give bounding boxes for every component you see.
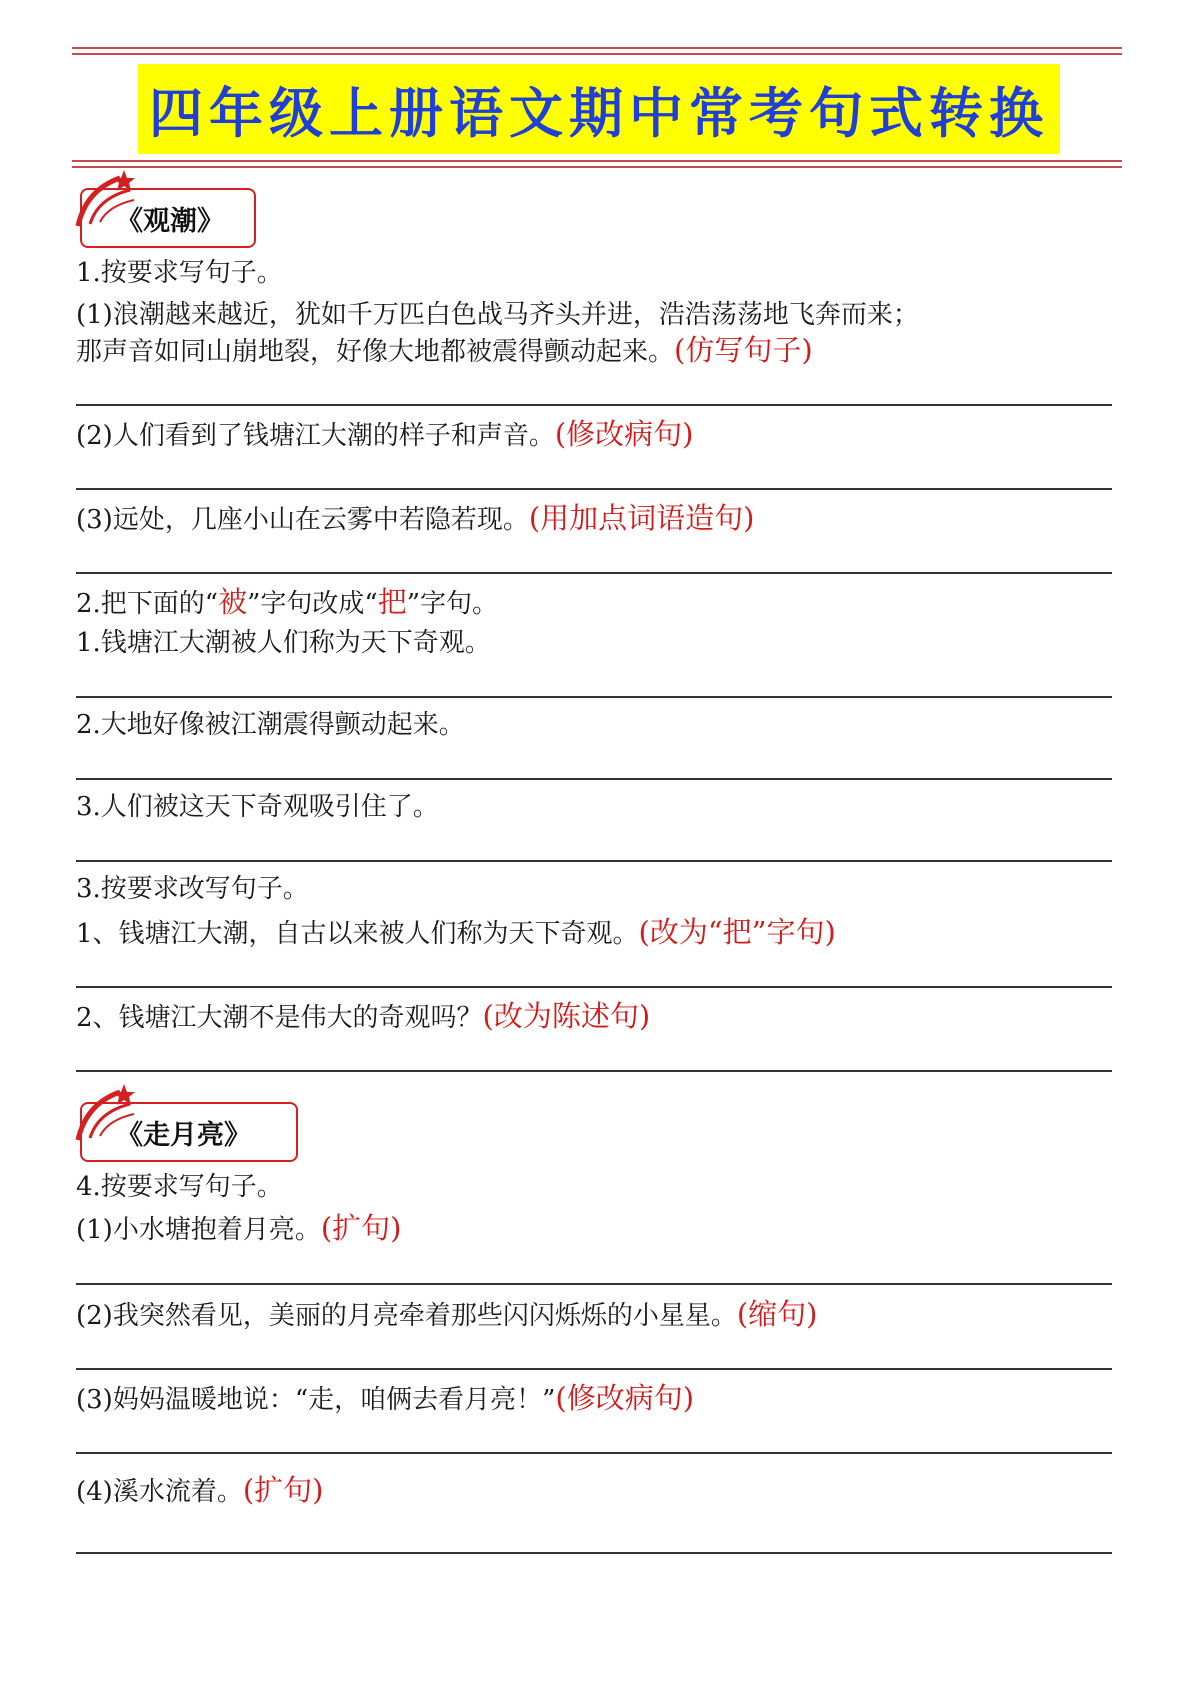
answer-line[interactable] bbox=[76, 1070, 1112, 1072]
answer-line[interactable] bbox=[76, 1283, 1112, 1285]
star-ribbon-icon bbox=[74, 168, 154, 228]
question-2-3: 3.人们被这天下奇观吸引住了。 bbox=[76, 792, 439, 822]
answer-line[interactable] bbox=[76, 488, 1112, 490]
requirement-label: (仿写句子) bbox=[674, 333, 813, 367]
requirement-label: (缩句) bbox=[736, 1297, 818, 1331]
question-1-1-line-2 bbox=[76, 333, 813, 367]
requirement-label: (扩句) bbox=[242, 1473, 324, 1507]
section-title: 《观潮》 bbox=[116, 205, 224, 237]
requirement-label: (改为“把”字句) bbox=[638, 915, 836, 949]
question-3-heading: 3.按要求改写句子。 bbox=[76, 874, 309, 904]
q2-head-part: ”字句。 bbox=[406, 589, 499, 619]
question-3-1-text: 1、钱塘江大潮，自古以来被人们称为天下奇观。 bbox=[76, 919, 639, 949]
requirement-label: (用加点词语造句) bbox=[528, 501, 755, 535]
section-header-zouyueliang bbox=[74, 1082, 304, 1164]
answer-line[interactable] bbox=[76, 986, 1112, 988]
keyword-ba: 把 bbox=[377, 585, 407, 619]
answer-line[interactable] bbox=[76, 1552, 1112, 1554]
question-1-heading: 1.按要求写句子。 bbox=[76, 258, 283, 288]
question-2-heading bbox=[76, 585, 499, 619]
requirement-label: (改为陈述句) bbox=[482, 999, 651, 1033]
section-header-guanchao bbox=[74, 168, 254, 250]
question-1-3-text: (3)远处，几座小山在云雾中若隐若现。 bbox=[76, 505, 529, 535]
answer-line[interactable] bbox=[76, 572, 1112, 574]
star-ribbon-icon bbox=[74, 1082, 154, 1142]
question-4-1 bbox=[76, 1211, 402, 1245]
question-1-2-text: (2)人们看到了钱塘江大潮的样子和声音。 bbox=[76, 421, 555, 451]
requirement-label: (修改病句) bbox=[555, 1381, 695, 1415]
section-title: 《走月亮》 bbox=[116, 1119, 251, 1151]
question-3-2-text: 2、钱塘江大潮不是伟大的奇观吗？ bbox=[76, 1003, 483, 1033]
question-4-2-text: (2)我突然看见，美丽的月亮牵着那些闪闪烁烁的小星星。 bbox=[76, 1301, 737, 1331]
question-4-4-text: (4)溪水流着。 bbox=[76, 1477, 243, 1507]
title-banner bbox=[138, 64, 1060, 154]
question-2-1: 1.钱塘江大潮被人们称为天下奇观。 bbox=[76, 628, 491, 658]
question-1-1-line-1: (1)浪潮越来越近，犹如千万匹白色战马齐头并进，浩浩荡荡地飞奔而来； bbox=[76, 300, 919, 330]
question-2-2: 2.大地好像被江潮震得颤动起来。 bbox=[76, 710, 465, 740]
question-4-2 bbox=[76, 1297, 818, 1331]
keyword-bei: 被 bbox=[218, 585, 248, 619]
question-4-3 bbox=[76, 1381, 695, 1415]
question-4-4 bbox=[76, 1473, 324, 1507]
question-1-3 bbox=[76, 501, 755, 535]
question-3-1 bbox=[76, 915, 836, 949]
answer-line[interactable] bbox=[76, 1368, 1112, 1370]
answer-line[interactable] bbox=[76, 1452, 1112, 1454]
page-title: 四年级上册语文期中常考句式转换 bbox=[149, 81, 1049, 145]
answer-line[interactable] bbox=[76, 778, 1112, 780]
question-4-1-text: (1)小水塘抱着月亮。 bbox=[76, 1215, 321, 1245]
question-3-2 bbox=[76, 999, 651, 1033]
requirement-label: (扩句) bbox=[320, 1211, 402, 1245]
question-1-1-text: 那声音如同山崩地裂，好像大地都被震得颤动起来。 bbox=[76, 337, 675, 367]
answer-line[interactable] bbox=[76, 404, 1112, 406]
question-4-heading: 4.按要求写句子。 bbox=[76, 1172, 283, 1202]
question-1-2 bbox=[76, 417, 694, 451]
answer-line[interactable] bbox=[76, 696, 1112, 698]
q2-head-part: 2.把下面的“ bbox=[76, 589, 219, 619]
requirement-label: (修改病句) bbox=[554, 417, 694, 451]
question-4-3-text: (3)妈妈温暖地说：“走，咱俩去看月亮！” bbox=[76, 1385, 556, 1415]
answer-line[interactable] bbox=[76, 860, 1112, 862]
q2-head-part: ”字句改成“ bbox=[247, 589, 378, 619]
